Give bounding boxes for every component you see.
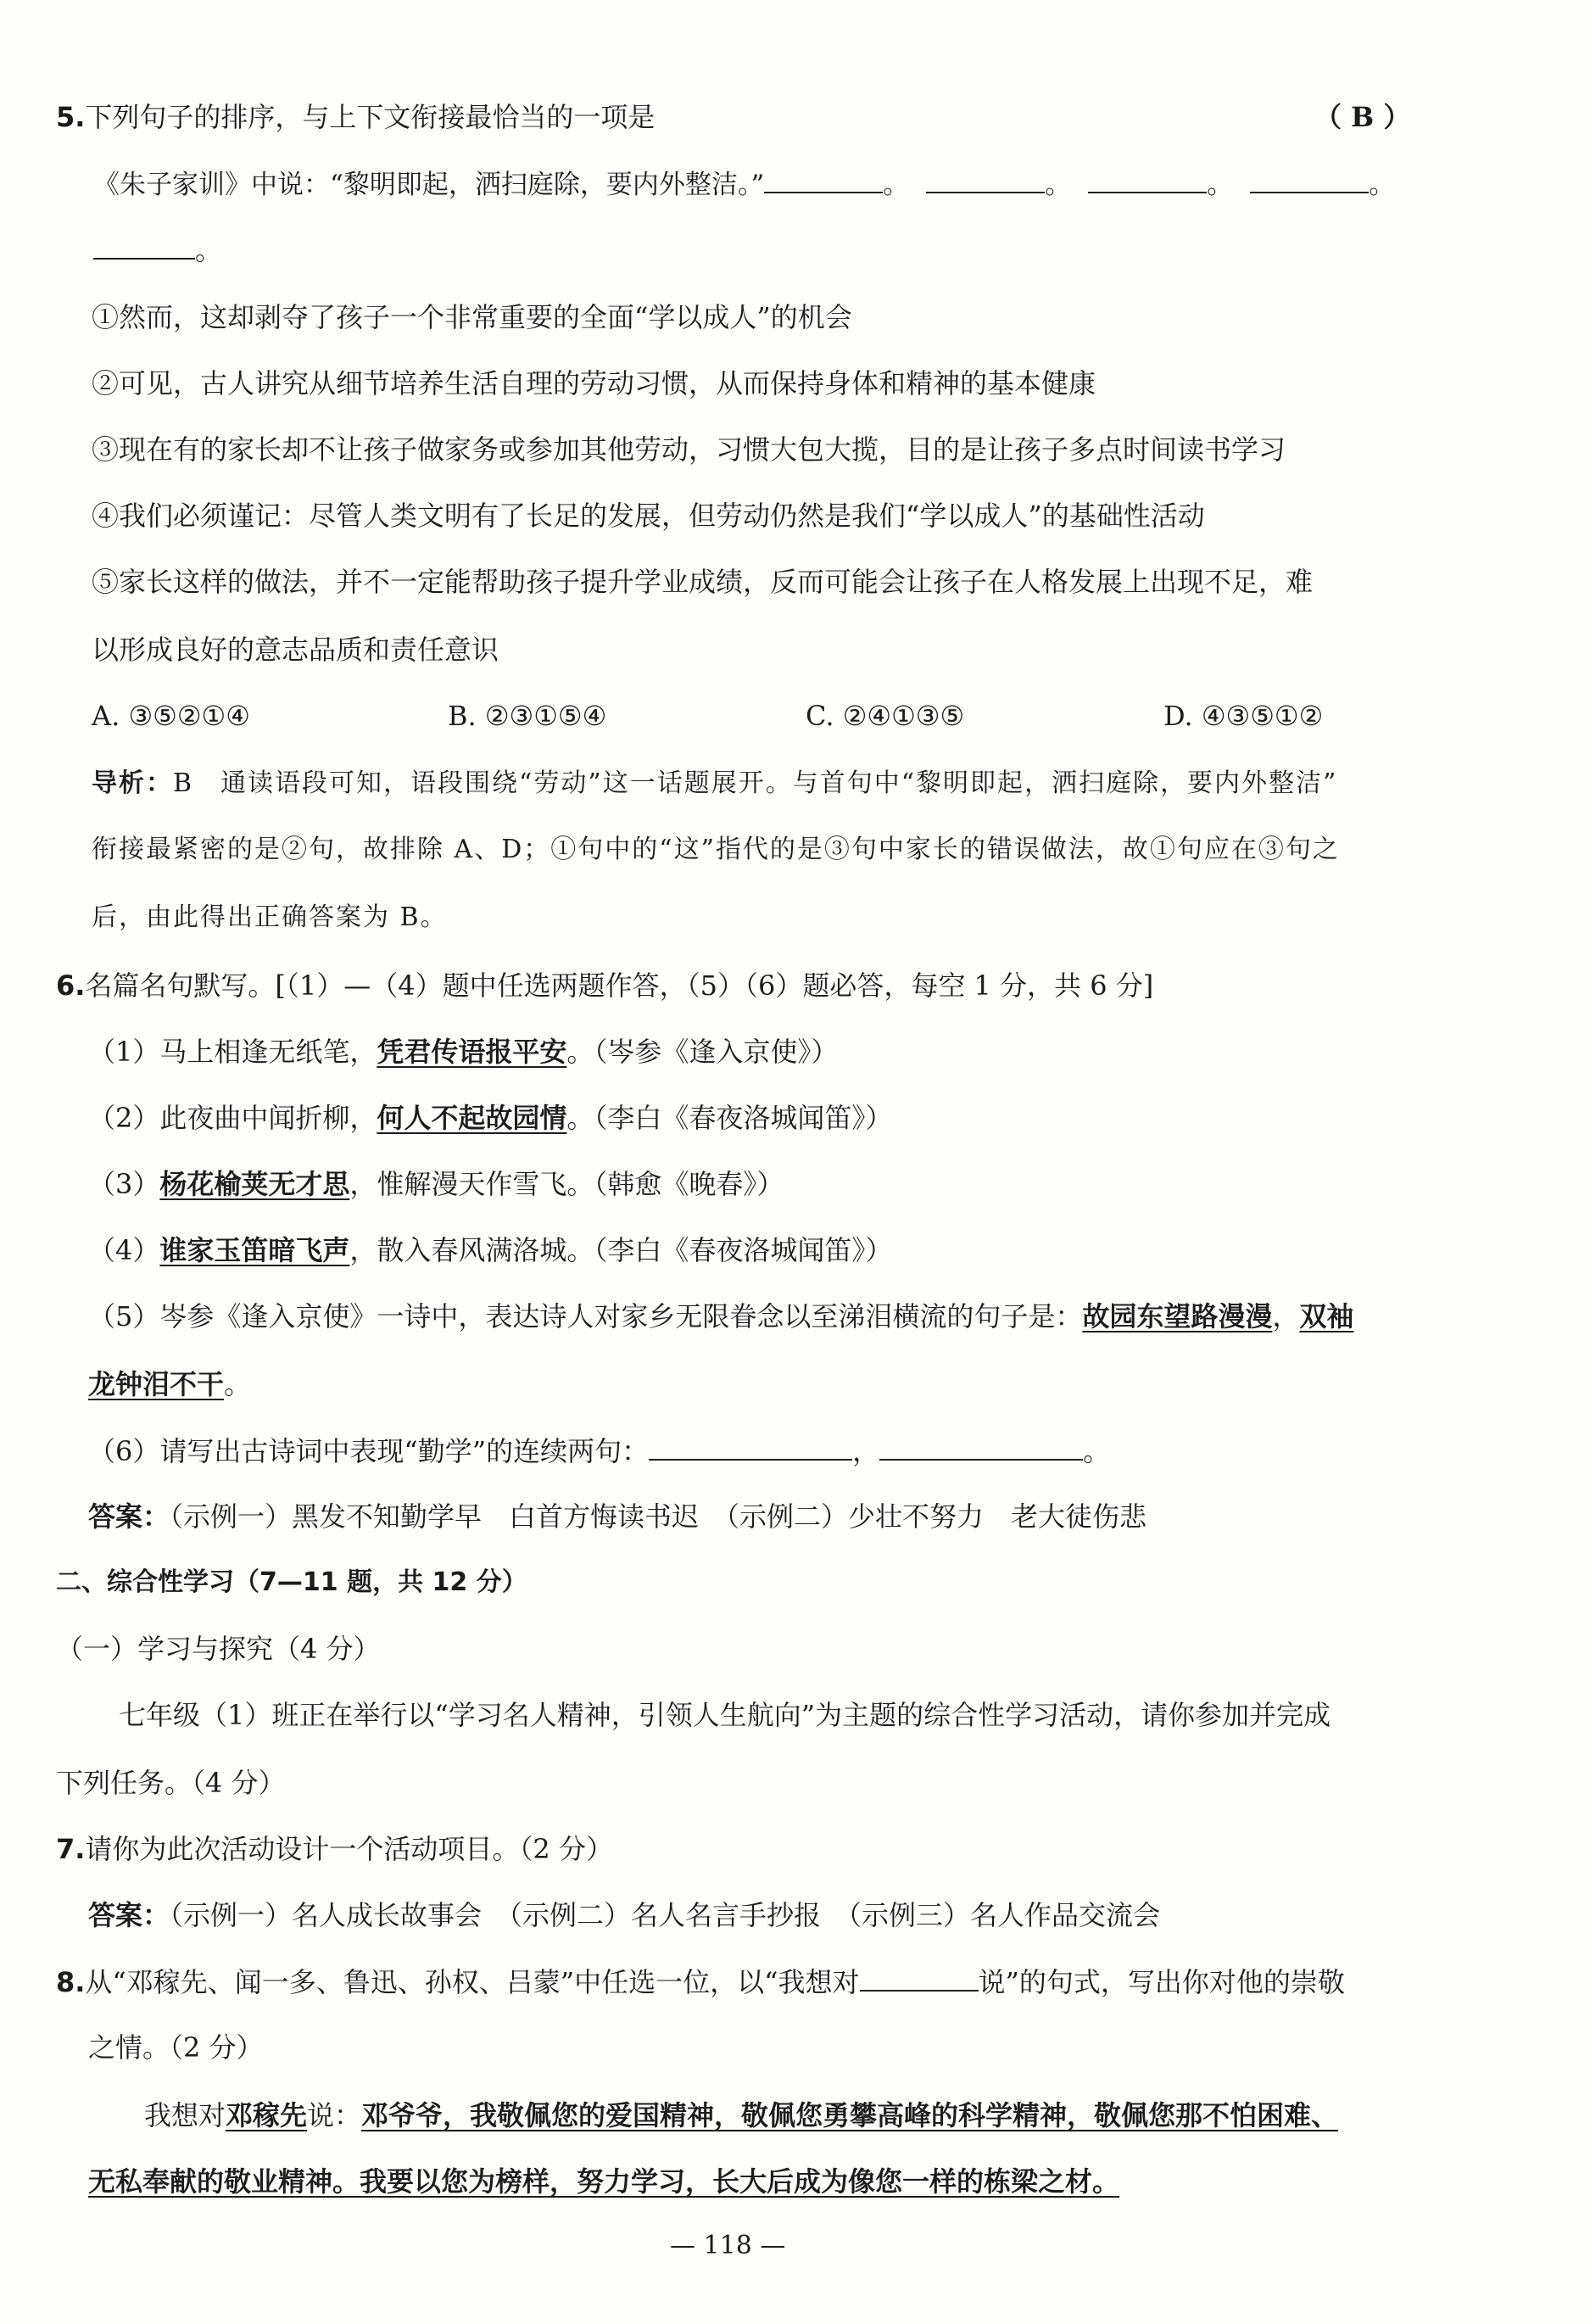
- q5-stem: 下列句子的排序，与上下文衔接最恰当的一项是: [85, 101, 656, 133]
- section-2-intro-cont: 下列任务。（4 分）: [56, 1767, 286, 1799]
- q5-analysis-line-2: 衔接最紧密的是②句，故排除 A、D；①句中的“这”指代的是③句中家长的错误做法，故①句应在③句之: [92, 835, 1340, 864]
- q7-answer-line: 答案：（示例一）名人成长故事会 （示例二）名人名言手抄报 （示例三）名人作品交流会: [88, 1899, 1161, 1931]
- q7-number: 7.: [56, 1833, 86, 1865]
- q6-line-3: （3）杨花榆荚无才思，惟解漫天作雪飞。（韩愈《晚春》）: [88, 1168, 784, 1200]
- q5-number: 5.: [56, 101, 86, 133]
- q6-line-6: （6）请写出古诗词中表现“勤学”的连续两句： ， 。: [88, 1435, 1111, 1467]
- q5-passage-line: 《朱子家训》中说：“黎明即起，洒扫庭除，要内外整洁。” 。 。 。 。: [93, 166, 1395, 202]
- q5-item-5: ⑤家长这样的做法，并不一定能帮助孩子提升学业成绩，反而可能会让孩子在人格发展上出现不足，难: [92, 566, 1314, 598]
- q8-answer-line-1: 我想对邓稼先说：邓爷爷，我敬佩您的爱国精神，敬佩您勇攀高峰的科学精神，敬佩您那不怕困难、: [144, 2099, 1339, 2131]
- page-number: — 118 —: [670, 2231, 786, 2260]
- q5-option-d: D. ④③⑤①②: [1163, 700, 1324, 732]
- q8-answer-name: 邓稼先: [226, 2099, 308, 2131]
- answer-label: 答案：: [88, 1899, 170, 1931]
- q6-answer-4: 谁家玉笛暗飞声: [159, 1234, 350, 1266]
- q6-line-5-cont: 龙钟泪不干。: [88, 1368, 252, 1400]
- q5-blank-2: [926, 166, 1045, 193]
- q5-item-1: ①然而，这却剥夺了孩子一个非常重要的全面“学以成人”的机会: [92, 301, 852, 333]
- q5-item-4: ④我们必须谨记：尽管人类文明有了长足的发展，但劳动仍然是我们“学以成人”的基础性活动: [92, 500, 1205, 532]
- q6-blank-1: [649, 1433, 852, 1461]
- q6-answer-5b: 双袖: [1299, 1300, 1354, 1332]
- q8-answer-text-1: 邓爷爷，我敬佩您的爱国精神，敬佩您勇攀高峰的科学精神，敬佩您那不怕困难、: [361, 2099, 1339, 2131]
- q5-blank-4: [1250, 166, 1369, 193]
- q6-answer-3: 杨花榆荚无才思: [159, 1168, 350, 1200]
- q8-stem-cont: 之情。（2 分）: [88, 2031, 264, 2064]
- q5-passage-line-2: 。: [93, 232, 222, 267]
- q8-blank: [860, 1964, 979, 1992]
- q5-analysis-line-1: 导析：B 通读语段可知，语段围绕“劳动”这一话题展开。与首句中“黎明即起，洒扫庭除，要内外整洁”: [92, 768, 1338, 798]
- q5-option-c: C. ②④①③⑤: [806, 700, 965, 732]
- q8-stem-line: 8.从“邓稼先、闻一多、鲁迅、孙权、吕蒙”中任选一位，以“我想对 说”的句式，写出你对他的崇敬: [56, 1966, 1345, 1998]
- q6-line-5: （5）岑参《逢入京使》一诗中，表达诗人对家乡无限眷念以至涕泪横流的句子是：故园东望路漫漫，双袖: [88, 1300, 1354, 1332]
- q6-answer-5a: 故园东望路漫漫: [1082, 1300, 1273, 1332]
- q6-answer-2: 何人不起故园情: [377, 1102, 567, 1134]
- q6-line-2: （2）此夜曲中闻折柳，何人不起故园情。（李白《春夜洛城闻笛》）: [88, 1102, 893, 1134]
- section-2-subtitle: （一）学习与探究（4 分）: [56, 1633, 381, 1665]
- q6-line-1: （1）马上相逢无纸笔，凭君传语报平安。（岑参《逢入京使》）: [88, 1036, 839, 1068]
- q5-item-2: ②可见，古人讲究从细节培养生活自理的劳动习惯，从而保持身体和精神的基本健康: [92, 367, 1096, 399]
- q5-item-3: ③现在有的家长却不让孩子做家务或参加其他劳动，习惯大包大揽，目的是让孩子多点时间读书学习: [92, 433, 1286, 466]
- q6-line-4: （4）谁家玉笛暗飞声，散入春风满洛城。（李白《春夜洛城闻笛》）: [88, 1234, 893, 1266]
- q5-option-a: A. ③⑤②①④: [92, 700, 250, 732]
- q8-answer-text-2: 无私奉献的敬业精神。我要以您为榜样，努力学习，长大后成为像您一样的栋梁之材。: [88, 2165, 1120, 2198]
- section-2-intro: 七年级（1）班正在举行以“学习名人精神，引领人生航向”为主题的综合性学习活动，请你参加并完成: [119, 1699, 1331, 1731]
- q5-item-5-cont: 以形成良好的意志品质和责任意识: [92, 634, 499, 666]
- q7-stem-line: [56, 1832, 613, 1866]
- q6-number: 6.: [56, 969, 86, 1002]
- analysis-label: 导析：: [92, 768, 173, 798]
- q5-answer-paren: （ B ）: [1314, 101, 1411, 133]
- q8-number: 8.: [56, 1966, 86, 1998]
- q6-stem: 名篇名句默写。[（1）—（4）题中任选两题作答，（5）（6）题必答，每空 1 分，共 6 分]: [85, 969, 1154, 1002]
- q5-blank-1: [764, 166, 883, 193]
- section-2-title: 二、综合性学习（7—11 题，共 12 分）: [56, 1567, 527, 1597]
- q6-answer-line: 答案：（示例一）黑发不知勤学早 白首方悔读书迟 （示例二）少壮不努力 老大徒伤悲: [88, 1500, 1147, 1533]
- q5-analysis-line-3: 后，由此得出正确答案为 B。: [92, 902, 448, 932]
- q6-answer-5c: 龙钟泪不干: [88, 1368, 225, 1400]
- q6-blank-2: [879, 1433, 1083, 1461]
- answer-label: 答案：: [88, 1500, 170, 1533]
- q8-answer-line-2: [88, 2165, 1119, 2198]
- q6-answer-1: 凭君传语报平安: [377, 1036, 567, 1068]
- q6-stem-line: [56, 969, 1153, 1003]
- q7-stem: 请你为此次活动设计一个活动项目。（2 分）: [85, 1833, 613, 1865]
- q5-option-b: B. ②③①⑤④: [448, 700, 607, 732]
- q5-blank-5: [93, 232, 195, 260]
- q5-passage: 《朱子家训》中说：“黎明即起，洒扫庭除，要内外整洁。”: [93, 170, 765, 200]
- q5-blank-3: [1088, 166, 1207, 193]
- q5-stem-line: [56, 100, 655, 134]
